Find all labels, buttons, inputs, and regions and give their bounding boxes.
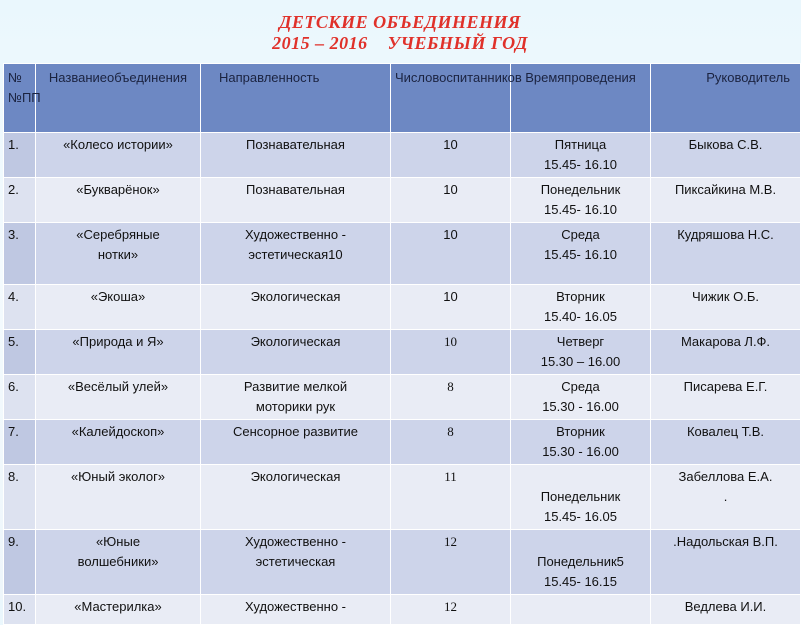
table-row	[4, 375, 801, 420]
cell-manager-line: Быкова С.В.	[688, 137, 763, 152]
header-manager-line: Руководитель	[706, 70, 790, 85]
table-row	[4, 595, 801, 625]
cell-direction-line: Экологическая	[250, 334, 341, 349]
table-row	[4, 178, 801, 223]
cell-name-line: «Колесо истории»	[63, 137, 173, 152]
cell-time	[511, 178, 651, 223]
cell-time-line: 15.30 - 16.00	[542, 444, 619, 459]
cell-number: 10.	[4, 595, 36, 625]
cell-direction	[201, 595, 391, 625]
table-body	[4, 133, 801, 625]
cell-direction-line: Познавательная	[246, 182, 345, 197]
cell-name	[36, 133, 201, 178]
table-row	[4, 133, 801, 178]
cell-direction	[201, 223, 391, 285]
clubs-table	[3, 63, 801, 625]
cell-manager	[651, 375, 801, 420]
cell-direction	[201, 420, 391, 465]
table-row	[4, 330, 801, 375]
cell-time	[511, 375, 651, 420]
header-time	[511, 64, 651, 133]
cell-name-line: волшебники»	[77, 554, 159, 569]
cell-time-line: 15.30 – 16.00	[540, 354, 621, 369]
cell-name	[36, 178, 201, 223]
cell-time	[511, 133, 651, 178]
cell-time	[511, 530, 651, 595]
cell-number: 7.	[4, 420, 36, 465]
cell-manager	[651, 465, 801, 530]
cell-manager-line: .	[723, 489, 728, 504]
cell-name	[36, 465, 201, 530]
cell-time-line: Вторник	[556, 424, 605, 439]
cell-time	[511, 465, 651, 530]
cell-count: 8	[391, 420, 511, 465]
cell-time-line	[515, 467, 646, 487]
cell-direction-line: эстетическая10	[248, 247, 343, 262]
cell-manager-line: Кудряшова Н.С.	[677, 227, 774, 242]
cell-name-line: «Юный эколог»	[70, 469, 166, 484]
cell-time-line: 15.45- 16.10	[543, 202, 617, 217]
cell-time-line: 15.45- 16.10	[543, 247, 617, 262]
cell-count: 10	[391, 223, 511, 285]
cell-manager	[651, 223, 801, 285]
cell-name	[36, 285, 201, 330]
cell-time-line: 15.30 - 16.00	[542, 399, 619, 414]
cell-time-line: Среда	[561, 227, 600, 242]
cell-manager	[651, 178, 801, 223]
cell-name-line: «Мастерилка»	[74, 599, 162, 614]
cell-direction	[201, 330, 391, 375]
cell-manager	[651, 330, 801, 375]
cell-manager	[651, 530, 801, 595]
cell-name-line: «Природа и Я»	[72, 334, 164, 349]
header-direction-line: Направленность	[219, 70, 320, 85]
cell-direction-line: Развитие мелкой	[243, 379, 348, 394]
cell-direction-line: Художественно -	[244, 599, 347, 614]
cell-name-line: «Экоша»	[90, 289, 146, 304]
cell-manager-line: Ведлева И.И.	[684, 599, 767, 614]
header-name-line: Название	[48, 70, 108, 85]
cell-number: 6.	[4, 375, 36, 420]
cell-direction-line: Художественно -	[244, 534, 347, 549]
cell-name	[36, 375, 201, 420]
table-row	[4, 465, 801, 530]
cell-number: 2.	[4, 178, 36, 223]
cell-count: 10	[391, 285, 511, 330]
cell-direction	[201, 178, 391, 223]
cell-name	[36, 530, 201, 595]
header-name	[36, 64, 201, 133]
cell-time	[511, 420, 651, 465]
table-row	[4, 530, 801, 595]
header-number	[4, 64, 41, 133]
cell-time-line: Вторник	[556, 289, 605, 304]
cell-name-line: «Букварёнок»	[76, 182, 160, 197]
header-number-line: №	[8, 90, 22, 105]
cell-time	[511, 330, 651, 375]
cell-time	[511, 285, 651, 330]
cell-count: 12	[391, 530, 511, 595]
cell-manager-line: Писарева Е.Г.	[683, 379, 768, 394]
header-time-line: Время	[525, 70, 565, 85]
cell-direction	[201, 285, 391, 330]
cell-manager	[651, 133, 801, 178]
header-name-line: объединения	[107, 70, 188, 85]
cell-time-line: 15.45- 16.05	[543, 509, 617, 524]
table-row	[4, 285, 801, 330]
cell-direction	[201, 133, 391, 178]
cell-time-line	[515, 597, 646, 617]
title-line-1: ДЕТСКИЕ ОБЪЕДИНЕНИЯ	[279, 12, 521, 32]
cell-time-line: 15.40- 16.05	[543, 309, 617, 324]
cell-number: 3.	[4, 223, 36, 285]
cell-number: 5.	[4, 330, 36, 375]
cell-name	[36, 223, 201, 285]
cell-direction-line: эстетическая	[255, 554, 336, 569]
header-count-line: Число	[395, 70, 433, 85]
cell-time-line: Среда	[561, 379, 600, 394]
cell-time-line: 15.45- 16.10	[543, 157, 617, 172]
cell-name	[36, 595, 201, 625]
header-count	[391, 64, 522, 133]
page-title	[0, 12, 800, 54]
cell-number: 1.	[4, 133, 36, 178]
cell-manager-line: .Надольская В.П.	[673, 534, 778, 549]
cell-name-line: «Юные	[95, 534, 141, 549]
header-count-line: воспитанников	[432, 70, 522, 85]
cell-name-line: «Серебряные	[76, 227, 160, 242]
header-direction	[201, 64, 391, 133]
cell-name-line: «Весёлый улей»	[67, 379, 169, 394]
cell-direction	[201, 530, 391, 595]
cell-time-line: Пятница	[554, 137, 607, 152]
cell-manager-line: Чижик О.Б.	[691, 289, 760, 304]
cell-manager-line: Забеллова Е.А.	[678, 469, 773, 484]
cell-count: 11	[391, 465, 511, 530]
cell-time-line: Понедельник	[540, 489, 621, 504]
cell-name	[36, 330, 201, 375]
cell-time-line	[515, 532, 646, 552]
cell-name	[36, 420, 201, 465]
cell-manager	[651, 420, 801, 465]
cell-manager-line: Макарова Л.Ф.	[680, 334, 771, 349]
cell-manager	[651, 595, 801, 625]
cell-name-line: «Калейдоскоп»	[71, 424, 165, 439]
cell-manager-line: Пиксайкина М.В.	[674, 182, 777, 197]
cell-time-line: 15.45- 16.15	[543, 574, 617, 589]
cell-number: 8.	[4, 465, 36, 530]
header-time-line: проведения	[564, 70, 636, 85]
title-line-2: 2015 – 2016 УЧЕБНЫЙ ГОД	[272, 33, 528, 53]
cell-direction-line: Экологическая	[250, 289, 341, 304]
cell-count: 10	[391, 178, 511, 223]
cell-count: 10	[391, 133, 511, 178]
table-header-row	[4, 64, 801, 133]
cell-count: 12	[391, 595, 511, 625]
cell-direction-line: Экологическая	[250, 469, 341, 484]
cell-direction-line: моторики рук	[255, 399, 336, 414]
cell-time-line: Понедельник	[540, 182, 621, 197]
cell-manager	[651, 285, 801, 330]
cell-direction	[201, 375, 391, 420]
cell-manager-line: Ковалец Т.В.	[686, 424, 765, 439]
cell-number: 4.	[4, 285, 36, 330]
cell-count: 10	[391, 330, 511, 375]
header-number-line: ПП	[21, 90, 41, 105]
cell-count: 8	[391, 375, 511, 420]
cell-time	[511, 595, 651, 625]
header-number-line: №	[8, 70, 22, 85]
cell-time-line: Понедельник5	[537, 554, 624, 569]
header-manager	[651, 64, 801, 133]
cell-direction-line: Художественно -	[244, 227, 347, 242]
table-row	[4, 420, 801, 465]
cell-direction-line: Сенсорное развитие	[232, 424, 359, 439]
table-row	[4, 223, 801, 285]
cell-time-line: Четверг	[556, 334, 605, 349]
cell-direction-line: Познавательная	[246, 137, 345, 152]
cell-direction	[201, 465, 391, 530]
cell-number: 9.	[4, 530, 36, 595]
cell-name-line: нотки»	[97, 247, 139, 262]
cell-time	[511, 223, 651, 285]
